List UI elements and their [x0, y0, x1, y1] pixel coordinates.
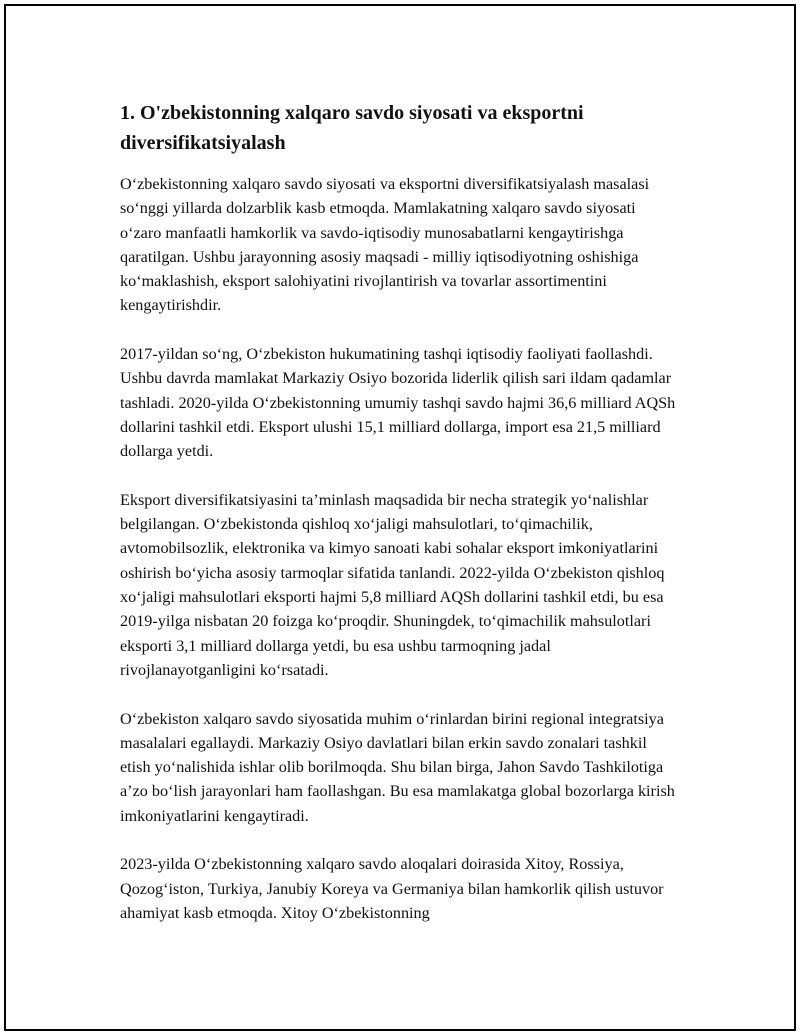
page-frame	[4, 4, 796, 1031]
paragraph-partners: 2023-yilda O‘zbekistonning xalqaro savdo aloqalari doirasida Xitoy, Rossiya, Qozog‘iston, Turkiya, Janubiy Koreya va Germaniya bilan hamkorlik qilish ustuvor ahamiyat kasb etmoqda. Xitoy O‘zbekistonning	[120, 855, 664, 922]
document-body	[120, 98, 680, 950]
paragraph-trade-volume: 2017-yildan so‘ng, O‘zbekiston hukumatining tashqi iqtisodiy faoliyati faollashdi. Ushbu davrda mamlakat Markaziy Osiyo bozorida liderlik qilish sari ildam qadamlar tashladi. 2020-yilda O‘zbekistonning umumiy tashqi savdo hajmi 36,6 milliard AQSh dollarini tashkil etdi. Eksport ulushi 15,1 milliard dollarga, import esa 21,5 milliard dollarga yetdi.	[120, 345, 676, 461]
paragraph-intro: O‘zbekistonning xalqaro savdo siyosati va eksportni diversifikatsiyalash masalasi so‘nggi yillarda dolzarblik kasb etmoqda. Mamlakatning xalqaro savdo siyosati o‘zaro manfaatli hamkorlik va savdo-iqtisodiy munosabatlarni kengaytirishga qaratilgan. Ushbu jarayonning asosiy maqsadi - milliy iqtisodiyotning oshishiga ko‘maklashish, eksport salohiyatini rivojlantirish va tovarlar assortimentini kengaytirishdir.	[120, 175, 650, 315]
paragraph-regional-integration: O‘zbekiston xalqaro savdo siyosatida muhim o‘rinlardan birini regional integratsiya masalalari egallaydi. Markaziy Osiyo davlatlari bilan erkin savdo zonalari tashkil etish yo‘nalishida ishlar olib borilmoqda. Shu bilan birga, Jahon Savdo Tashkilotiga a’zo bo‘lish jarayonlari ham faollashgan. Bu esa mamlakatga global bozorlarga kirish imkoniyatlarini kengaytiradi.	[120, 709, 675, 825]
paragraph-diversification: Eksport diversifikatsiyasini ta’minlash maqsadida bir necha strategik yo‘nalishlar belgilangan. O‘zbekistonda qishloq xo‘jaligi mahsulotlari, to‘qimachilik, avtomobilsozlik, elektronika va kimyo sanoati kabi sohalar eksport imkoniyatlarini oshirish bo‘yicha asosiy tarmoqlar sifatida tanlandi. 2022-yilda O‘zbekiston qishloq xo‘jaligi mahsulotlari eksporti hajmi 5,8 milliard AQSh dollarini tashkil etdi, bu esa 2019-yilga nisbatan 20 foizga ko‘proqdir. Shuningdek, to‘qimachilik mahsulotlari eksporti 3,1 milliard dollarga yetdi, bu esa ushbu tarmoqning jadal rivojlanayotganligini ko‘rsatadi.	[120, 490, 665, 679]
section-heading: 1. O'zbekistonning xalqaro savdo siyosati va eksportni diversifikatsiyalash	[120, 102, 584, 154]
